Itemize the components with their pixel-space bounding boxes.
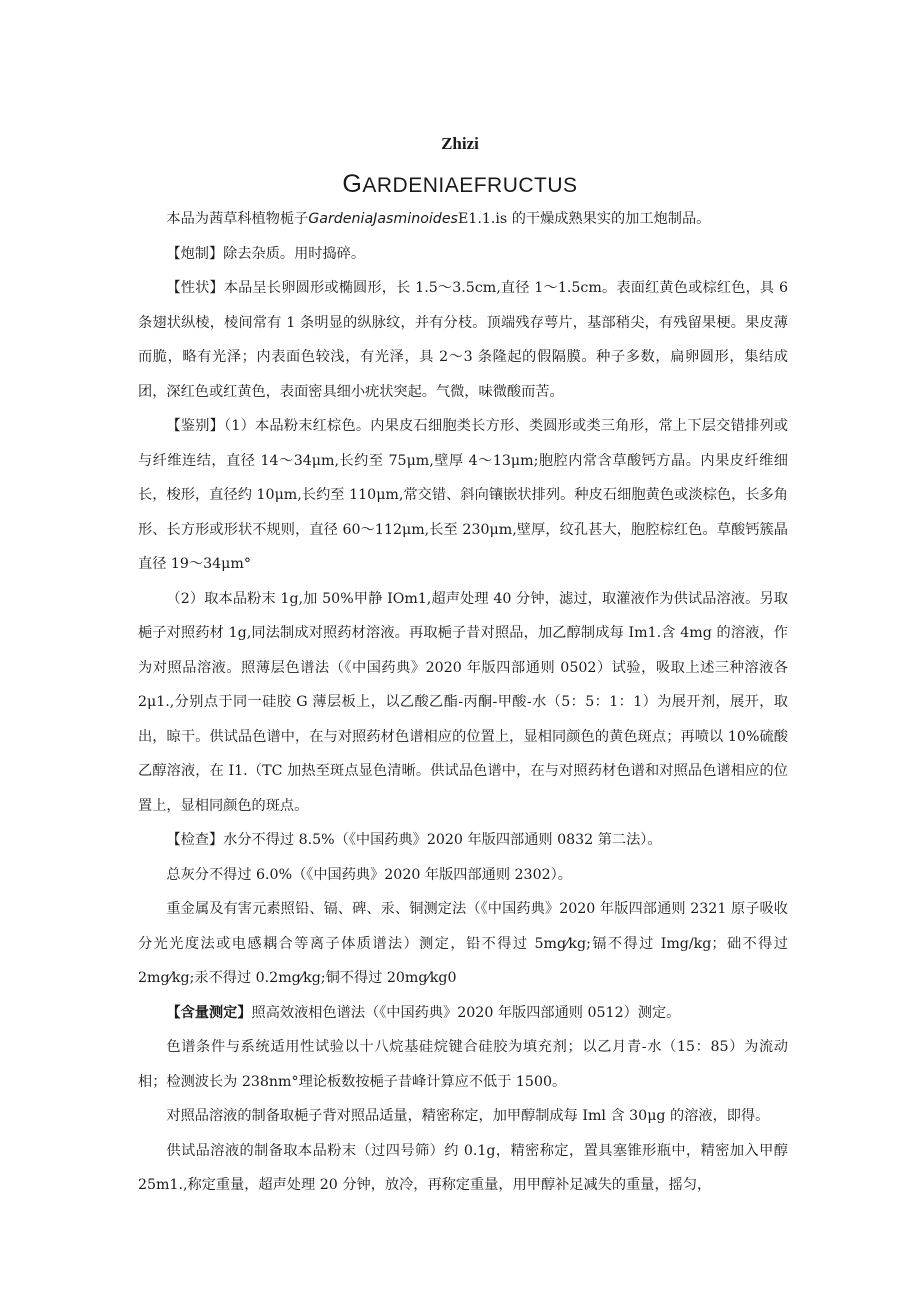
monograph-body — [138, 202, 788, 1203]
assay-heading: 【含量测定】 — [166, 1004, 252, 1021]
species-name: GardeniaJasminoides — [308, 211, 458, 227]
intro-paragraph — [138, 202, 788, 237]
assay-text: 照高效液相色谱法（《中国药典》2020 年版四部通则 0512）测定。 — [251, 1004, 681, 1021]
test-solution-paragraph: 供试品溶液的制备取本品粉末（过四号筛）约 0.1g，精密称定，置具塞锥形瓶中，精密加入甲醇 25m1.,称定重量，超声处理 20 分钟，放冷，再称定重量，用甲醇补足减失的重量，摇匀， — [138, 1142, 788, 1193]
intro-text: 本品为茜草科植物栀子 — [166, 211, 309, 227]
latin-title-initial: G — [342, 170, 363, 198]
processing-paragraph: 【炮制】除去杂质。用时捣碎。 — [166, 245, 366, 262]
heavy-metals-paragraph: 重金属及有害元素照铅、镉、碑、汞、铜测定法（《中国药典》2020 年版四部通则 2321 原子吸收分光光度法或电感耦合等离子体质谱法）测定，铅不得过 5mg⁄kg;镉不得过 Img/kg；础不得过 2mg⁄kg;汞不得过 0.2mg⁄kg;铜不得过 20mg⁄kg0 — [138, 901, 788, 986]
ash-paragraph: 总灰分不得过 6.0%（《中国药典》2020 年版四部通则 2302）。 — [166, 866, 572, 883]
description-paragraph: 【性状】本品呈长卵圆形或椭圆形，长 1.5～3.5cm,直径 1～1.5cm。表面红黄色或棕红色，具 6 条翅状纵棱，棱间常有 1 条明显的纵脉纹，并有分枝。顶端残存萼片，基部稍尖，有残留果梗。果皮薄而脆，略有光泽；内表面色较浅，有光泽，具 2～3 条隆起的假隔膜。种子多数，扁卵圆形，集结成团，深红色或红黄色，表面密具细小疣状突起。气微，味微酸而苦。 — [138, 280, 788, 400]
inspection-paragraph: 【检查】水分不得过 8.5%（《中国药典》2020 年版四部通则 0832 第二法）。 — [166, 832, 662, 848]
identification-1-paragraph: 【鉴别】（1）本品粉末红棕色。内果皮石细胞类长方形、类圆形或类三角形，常上下层交错排列或与纤维连结，直径 14～34μm,长约至 75μm,壁厚 4～13μm;胞腔内常含草酸钙方晶。内果皮纤维细长，梭形，直径约 10μm,长约至 110μm,常交错、斜向镶嵌状排列。种皮石细胞黄色或淡棕色，长多角形、长方形或形状不规则，直径 60～112μm,长至 230μm,壁厚，纹孔甚大，胞腔棕红色。草酸钙簇晶直径 19～34μm° — [138, 418, 788, 572]
reference-solution-paragraph: 对照品溶液的制备取梔子背对照品适量，精密称定，加甲醇制成每 Iml 含 30μg 的溶液，即得。 — [166, 1108, 770, 1124]
chromatography-paragraph: 色谱条件与系统适用性试验以十八烷基硅烷键合硅胶为填充剂；以乙月青-水（15：85）为流动相；检测波长为 238nm°理论板数按梔子昔峰计算应不低于 1500。 — [138, 1039, 788, 1090]
latin-title-rest: ARDENIAEFRUCTUS — [362, 174, 578, 197]
identification-2-paragraph: （2）取本品粉末 1g,加 50%甲静 IOm1,超声处理 40 分钟，滤过，取灌液作为供试品溶液。另取梔子对照药材 1g,同法制成对照药材溶液。再取梔子昔对照品，加乙醇制成每 Im1.含 4mg 的溶液，作为对照品溶液。照薄层色谱法（《中国药典》2020 年版四部通则 0502）试验，吸取上述三种溶液各 2μ1.,分别点于同一硅胶 G 薄层板上，以乙酸乙酯-丙酮-甲酸-水（5：5：1：1）为展开剂，展开，取出，晾干。供试品色谱中，在与对照药材色谱相应的位置上，显相同颜色的黄色斑点；再喷以 10%硫酸乙醇溶液，在 I1.（TC 加热至斑点显色清晰。供试品色谱中，在与对照药材色谱和对照品色谱相应的位置上，显相同颜色的斑点。 — [138, 590, 788, 814]
assay-paragraph — [138, 996, 788, 1031]
pinyin-title: Zhizi — [441, 134, 479, 153]
latin-title — [0, 170, 920, 199]
intro-text-end: E1.1.is 的干燥成熟果实的加工炮制品。 — [457, 211, 711, 227]
